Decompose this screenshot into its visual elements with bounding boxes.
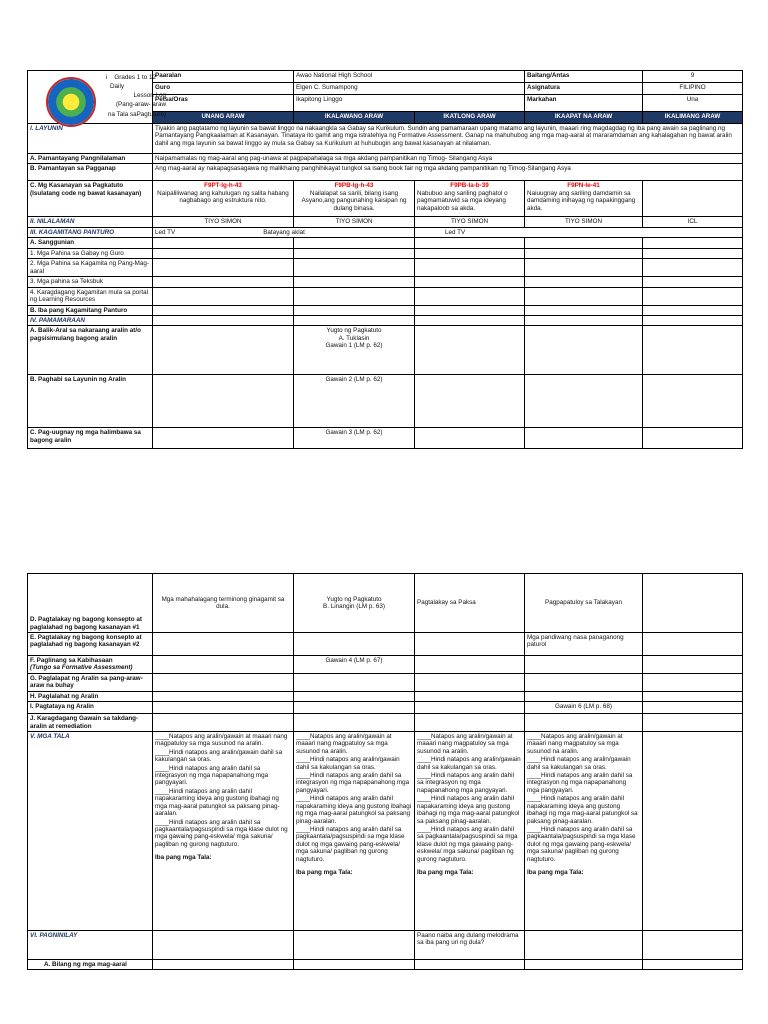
- kagamitan-day3: Led TV: [445, 228, 466, 236]
- pag-uugnay-label: C. Pag-uugnay ng mga halimbawa sa bagong aralin: [28, 428, 153, 449]
- petsa-label: Petsa/Oras: [153, 95, 294, 112]
- nilalaman-day5: ICL: [643, 217, 743, 227]
- nilalaman-day2: TIYO SIMON: [294, 217, 415, 227]
- markahan-value: Una: [643, 95, 743, 112]
- roman-i: i: [106, 74, 108, 81]
- code-day1: F9PT-Ig-h-43: [204, 182, 242, 190]
- code-day2: F9PB-Ig-h-43: [334, 182, 374, 190]
- tala-line-5: ____Hindi natapos ang aralin dahil sa pagkaantala/pagsuspindi sa mga klase dulot ng mga gawaing pang-eskwela/ mga sakuna/ pagliban ng gurong nagtuturo.: [155, 818, 288, 848]
- paaralan-label: Paaralan: [153, 71, 294, 83]
- deped-seal-icon: [46, 77, 96, 127]
- tala-line-1: ____Natapos ang aralin/gawain at maaari nang magpatuloy sa mga susunod na aralin.: [417, 732, 513, 755]
- layunin-label: I. LAYUNIN: [28, 124, 153, 154]
- kasanayan-text-day2: Nailalapat sa sarili, bilang isang Asyano,ang pangunahing kaisipan ng dulang binasa.: [301, 189, 407, 212]
- pagninilay-day3: Paano naiba ang dulang melodrama sa iba pang uri ng dula?: [415, 930, 525, 959]
- nilalaman-day3: TIYO SIMON: [415, 217, 525, 227]
- sanggunian-row-4: 4. Karagdagang Kagamitan mula sa portal ng Learning Resources: [28, 287, 153, 305]
- dll-table-page1: [27, 70, 743, 449]
- day-header-4: IKAAPAT NA ARAW: [525, 112, 643, 124]
- pamamaraan-label: IV. PAMAMARAAN: [28, 315, 153, 325]
- d-day2: Yugto ng Pagkatuto B. Linangin (LM p. 63): [294, 574, 415, 633]
- tala-line-2: ____Hindi natapos ang aralin/gawain dahil sa kakulangan sa oras.: [417, 756, 521, 771]
- iba-pang-tala: Iba pang mga Tala:: [155, 854, 212, 862]
- tala-line-4: ____Hindi natapos ang aralin dahil napakaraming ideya ang gustong ibahagi ng mga mag-aaral patungkol sa paksang pinag-aaralan.: [417, 795, 520, 825]
- tala-line-3: ____Hindi natapos ang aralin dahil sa integrasyon ng mga napapanahong mga pangyayari.: [417, 772, 514, 794]
- tala-label: V. MGA TALA: [28, 731, 153, 930]
- pang-araw-text: (Pang-araw- araw: [115, 101, 166, 109]
- nilalaman-day4: TIYO SIMON: [525, 217, 643, 227]
- lesson-log-text: Lesson Log: [133, 92, 166, 100]
- day-header-5: IKALIMANG ARAW: [643, 112, 743, 124]
- layunin-text: Tiyakin ang pagtatamo ng layunin sa bawat linggo na nakaangkla sa Gabay sa Kurikulum. Sundin ang pamamaraan upang matamo ang layunin, maaari ring magdagdag ng iba pang awain sa paglinang ng Pamantayang Pangkaalaman at Kasanayan. Tinataya ito gamit ang mga istratehiya ng Formative Assessment. Ganap na mahuhubog ang mga mag-aaral at mararamdaman ang kahalagahan ng bawat aralin dahil ang mga layunin sa bawat linggo ay mula sa Gabay sa Kurikulum at huhubugin ang bawat kasanayan at nilalaman.: [153, 124, 743, 154]
- sanggunian-row-3: 3. Mga pahina sa Teksbuk: [28, 277, 153, 287]
- kagamitan-day1-2: [153, 227, 415, 237]
- balik-aral-label: A. Balik-Aral sa nakaraang aralin at/o pagsisimulang bagong aralin: [28, 326, 153, 375]
- pangnilalaman-text: Naipamamalas ng mag-aaral ang pag-unawa at pagpapahalaga sa mga akdang pampanitikan ng Timog- Silangang Asya: [153, 154, 743, 164]
- na-tala-text: na Tala saPagtuturo): [108, 110, 166, 118]
- tala-line-1: ____Natapos ang aralin/gawain at maaari nang magpatuloy sa mga susunod na aralin.: [296, 732, 392, 755]
- sanggunian-row-2: 2. Mga Pahina sa Kagamita ng Pang-Mag-aaral: [28, 259, 153, 277]
- tala-line-4: ____Hindi natapos ang aralin dahil napakaraming ideya ang gustong ibahagi ng mga mag-aaral patungkol sa paksang pinag-aaralan.: [155, 787, 280, 818]
- pagganap-text: Ang mag-aaral ay nakapagsasagawa ng malikhaing panghihikayat tungkol sa isang book fair ng mga akdang pampanitikan ng Timog-Silangang Asya: [153, 164, 743, 181]
- d-day3: Pagtalakay sa Paksa: [415, 574, 525, 633]
- baitang-label: Baitang/Antas: [525, 71, 643, 83]
- kagamitan-label: III. KAGAMITANG PANTURO: [28, 227, 153, 237]
- yugto-text: Yugto ng Pagkatuto: [326, 327, 382, 335]
- sanggunian-row-1: 1. Mga Pahina sa Gabay ng Guro: [28, 248, 153, 258]
- e-label: E. Pagtalakay ng bagong konsepto at paglalahad ng bagong kasanayan #2: [28, 633, 153, 656]
- tala-line-5: ____Hindi natapos ang aralin dahil sa pagkaantala/pagsuspindi sa mga klase dulot ng mga gawaing pang-eskwela/ mga sakuna/ pagliban ng gurong nagtuturo.: [417, 826, 518, 863]
- nilalaman-label: II. NILALAMAN: [28, 217, 153, 227]
- tala-day3: [415, 731, 525, 930]
- pangnilalaman-label: A. Pamantayang Pangnilalaman: [28, 154, 153, 164]
- tala-line-4: ____Hindi natapos ang aralin dahil napakaraming ideya ang gustong ibahagi ng mga mag-aaral patungkol sa paksang pinag-aaralan.: [527, 795, 638, 825]
- iba-pang-tala: Iba pang mga Tala:: [417, 869, 474, 877]
- d-day5: [643, 574, 743, 633]
- daily-text: Daily: [110, 83, 124, 91]
- d-label: D. Pagtalakay ng bagong konsepto at paglalahad ng bagong kasanayan #1: [28, 574, 153, 633]
- iba-pang-tala: Iba pang mga Tala:: [527, 869, 584, 877]
- bilang-label: A. Bilang ng mga mag-aaral: [28, 959, 153, 969]
- tuklasin-text: A. Tuklasin: [338, 334, 370, 342]
- day-header-3: IKATLONG ARAW: [415, 112, 525, 124]
- i-label: I. Pagtataya ng Aralin: [28, 702, 153, 714]
- kasanayan-day5: [643, 181, 743, 217]
- day-header-2: IKALAWANG ARAW: [294, 112, 415, 124]
- asignatura-label: Asignatura: [525, 83, 643, 95]
- kasanayan-label: C. Mg Kasanayan sa Pagkatuto (Isulatang code ng bawat kasanayan): [28, 181, 153, 217]
- kagamitan-day2: Batayang aklat: [263, 228, 305, 236]
- nilalaman-day1: TIYO SIMON: [153, 217, 294, 227]
- pagganap-label: B. Pamantayan sa Pagganap: [28, 164, 153, 181]
- petsa-value: Ikapitong Linggo: [294, 95, 525, 112]
- kagamitan-day1: Led TV: [155, 228, 176, 236]
- kasanayan-text-day4: Naiuugnay ang sariling damdamin sa damdaming inihayag ng napakinggang akda.: [527, 189, 636, 212]
- tala-line-1: ____Natapos ang aralin/gawain at maaari nang magpatuloy sa mga susunod na aralin.: [155, 732, 288, 748]
- sanggunian-row-5: B. Iba pang Kagamitang Panturo: [28, 305, 153, 315]
- kasanayan-text-day1: Naipaliliwanag ang kahulugan ng salita habang nagbabago ang estruktura nito.: [157, 189, 289, 205]
- tala-day1: [153, 731, 294, 930]
- gawain1-text: Gawain 1 (LM p. 62): [325, 342, 383, 350]
- tala-line-2: ____Hindi natapos ang aralin/gawain dahil sa kakulangan sa oras.: [155, 748, 283, 764]
- tala-line-3: ____Hindi natapos ang aralin dahil sa integrasyon ng mga napapanahong mga pangyayari.: [296, 772, 410, 794]
- tala-line-1: ____Natapos ang aralin/gawain at maaari nang magpatuloy sa mga susunod na aralin.: [527, 732, 623, 755]
- h-label: H. Paglalahat ng Aralin: [28, 691, 153, 701]
- pag-uugnay-day2: Gawain 3 (LM p. 62): [294, 428, 415, 449]
- tala-day4: [525, 731, 643, 930]
- tala-line-5: ____Hindi natapos ang aralin dahil sa pagkaantala/pagsuspindi sa mga klase dulot ng mga gawaing pang-eskwela/ mga sakuna/ pagliban ng gurong nagtuturo.: [527, 826, 636, 863]
- iba-pang-tala: Iba pang mga Tala:: [296, 869, 353, 877]
- baitang-value: 9: [643, 71, 743, 83]
- grades-text: Grades 1 to 12: [114, 74, 157, 81]
- tala-line-4: ____Hindi natapos ang aralin dahil napakaraming ideya ang gustong ibahagi ng mga mag-aaral patungkol sa paksang pinag-aaralan.: [296, 795, 412, 825]
- balik-aral-day2: [294, 326, 415, 375]
- i-day4: Gawain 6 (LM p. 68): [525, 702, 643, 714]
- markahan-label: Markahan: [525, 95, 643, 112]
- d-day1: Mga mahahalagang terminong ginagamit sa dula.: [153, 574, 294, 633]
- day-header-1: UNANG ARAW: [153, 112, 294, 124]
- tala-line-3: ____Hindi natapos ang aralin dahil sa integrasyon ng mga napapanahong mga pangyayari.: [527, 772, 633, 794]
- kasanayan-day4: [525, 181, 643, 217]
- pagninilay-label: VI. PAGNINILAY: [28, 930, 153, 959]
- tala-line-5: ____Hindi natapos ang aralin dahil sa pagkaantala/pagsuspindi sa mga klase dulot ng mga gawaing pang-eskwela/ mga sakuna/ pagliban ng gurong nagtuturo.: [296, 826, 405, 863]
- paghabi-day2: Gawain 2 (LM p. 62): [294, 375, 415, 428]
- e-day4: Mga pandiwang nasa panaganong paturol: [525, 633, 643, 656]
- kasanayan-day3: [415, 181, 525, 217]
- paaralan-value: Awao National High School: [294, 71, 525, 83]
- asignatura-value: FILIPINO: [643, 83, 743, 95]
- paghabi-label: B. Paghabi sa Layunin ng Aralin: [28, 375, 153, 428]
- tala-line-3: ____Hindi natapos ang aralin dahil sa integrasyon ng mga napapanahong mga pangyayari.: [155, 764, 269, 787]
- sanggunian-label: A. Sanggunian: [28, 238, 153, 248]
- kasanayan-day2: [294, 181, 415, 217]
- f-sub: (Tungo sa Formative Assessment): [30, 664, 133, 672]
- code-day4: F9PN-Ie-41: [567, 182, 600, 190]
- d-day4: Pagpapatuloy sa Talakayan: [525, 574, 643, 633]
- guro-label: Guro: [153, 83, 294, 95]
- code-day3: F9PB-Ia-b-39: [450, 182, 489, 190]
- kasanayan-day1: [153, 181, 294, 217]
- j-label: J. Karagdagang Gawain sa takdang-aralin at remediation: [28, 714, 153, 732]
- kasanayan-text-day3: Nabubuo ang sariling paghatol o pagmamatuwid sa mga ideyang nakapaloob sa akda.: [417, 189, 508, 212]
- f-day2: Gawain 4 (LM p. 67): [294, 656, 415, 674]
- tala-line-2: ____Hindi natapos ang aralin/gawain dahil sa kakulangan sa oras.: [527, 756, 631, 771]
- tala-day2: [294, 731, 415, 930]
- guro-value: Elgen C. Sumampong: [294, 83, 525, 95]
- kagamitan-day3-5: [415, 227, 743, 237]
- tala-line-2: ____Hindi natapos ang aralin/gawain dahil sa kakulangan sa oras.: [296, 756, 400, 771]
- f-cell: [28, 656, 153, 674]
- f-label: F. Paglinang sa Kabihasaan: [30, 657, 113, 664]
- dll-table-page2: [27, 573, 743, 970]
- g-label: G. Paglalapat ng Aralin sa pang-araw-araw na buhay: [28, 673, 153, 691]
